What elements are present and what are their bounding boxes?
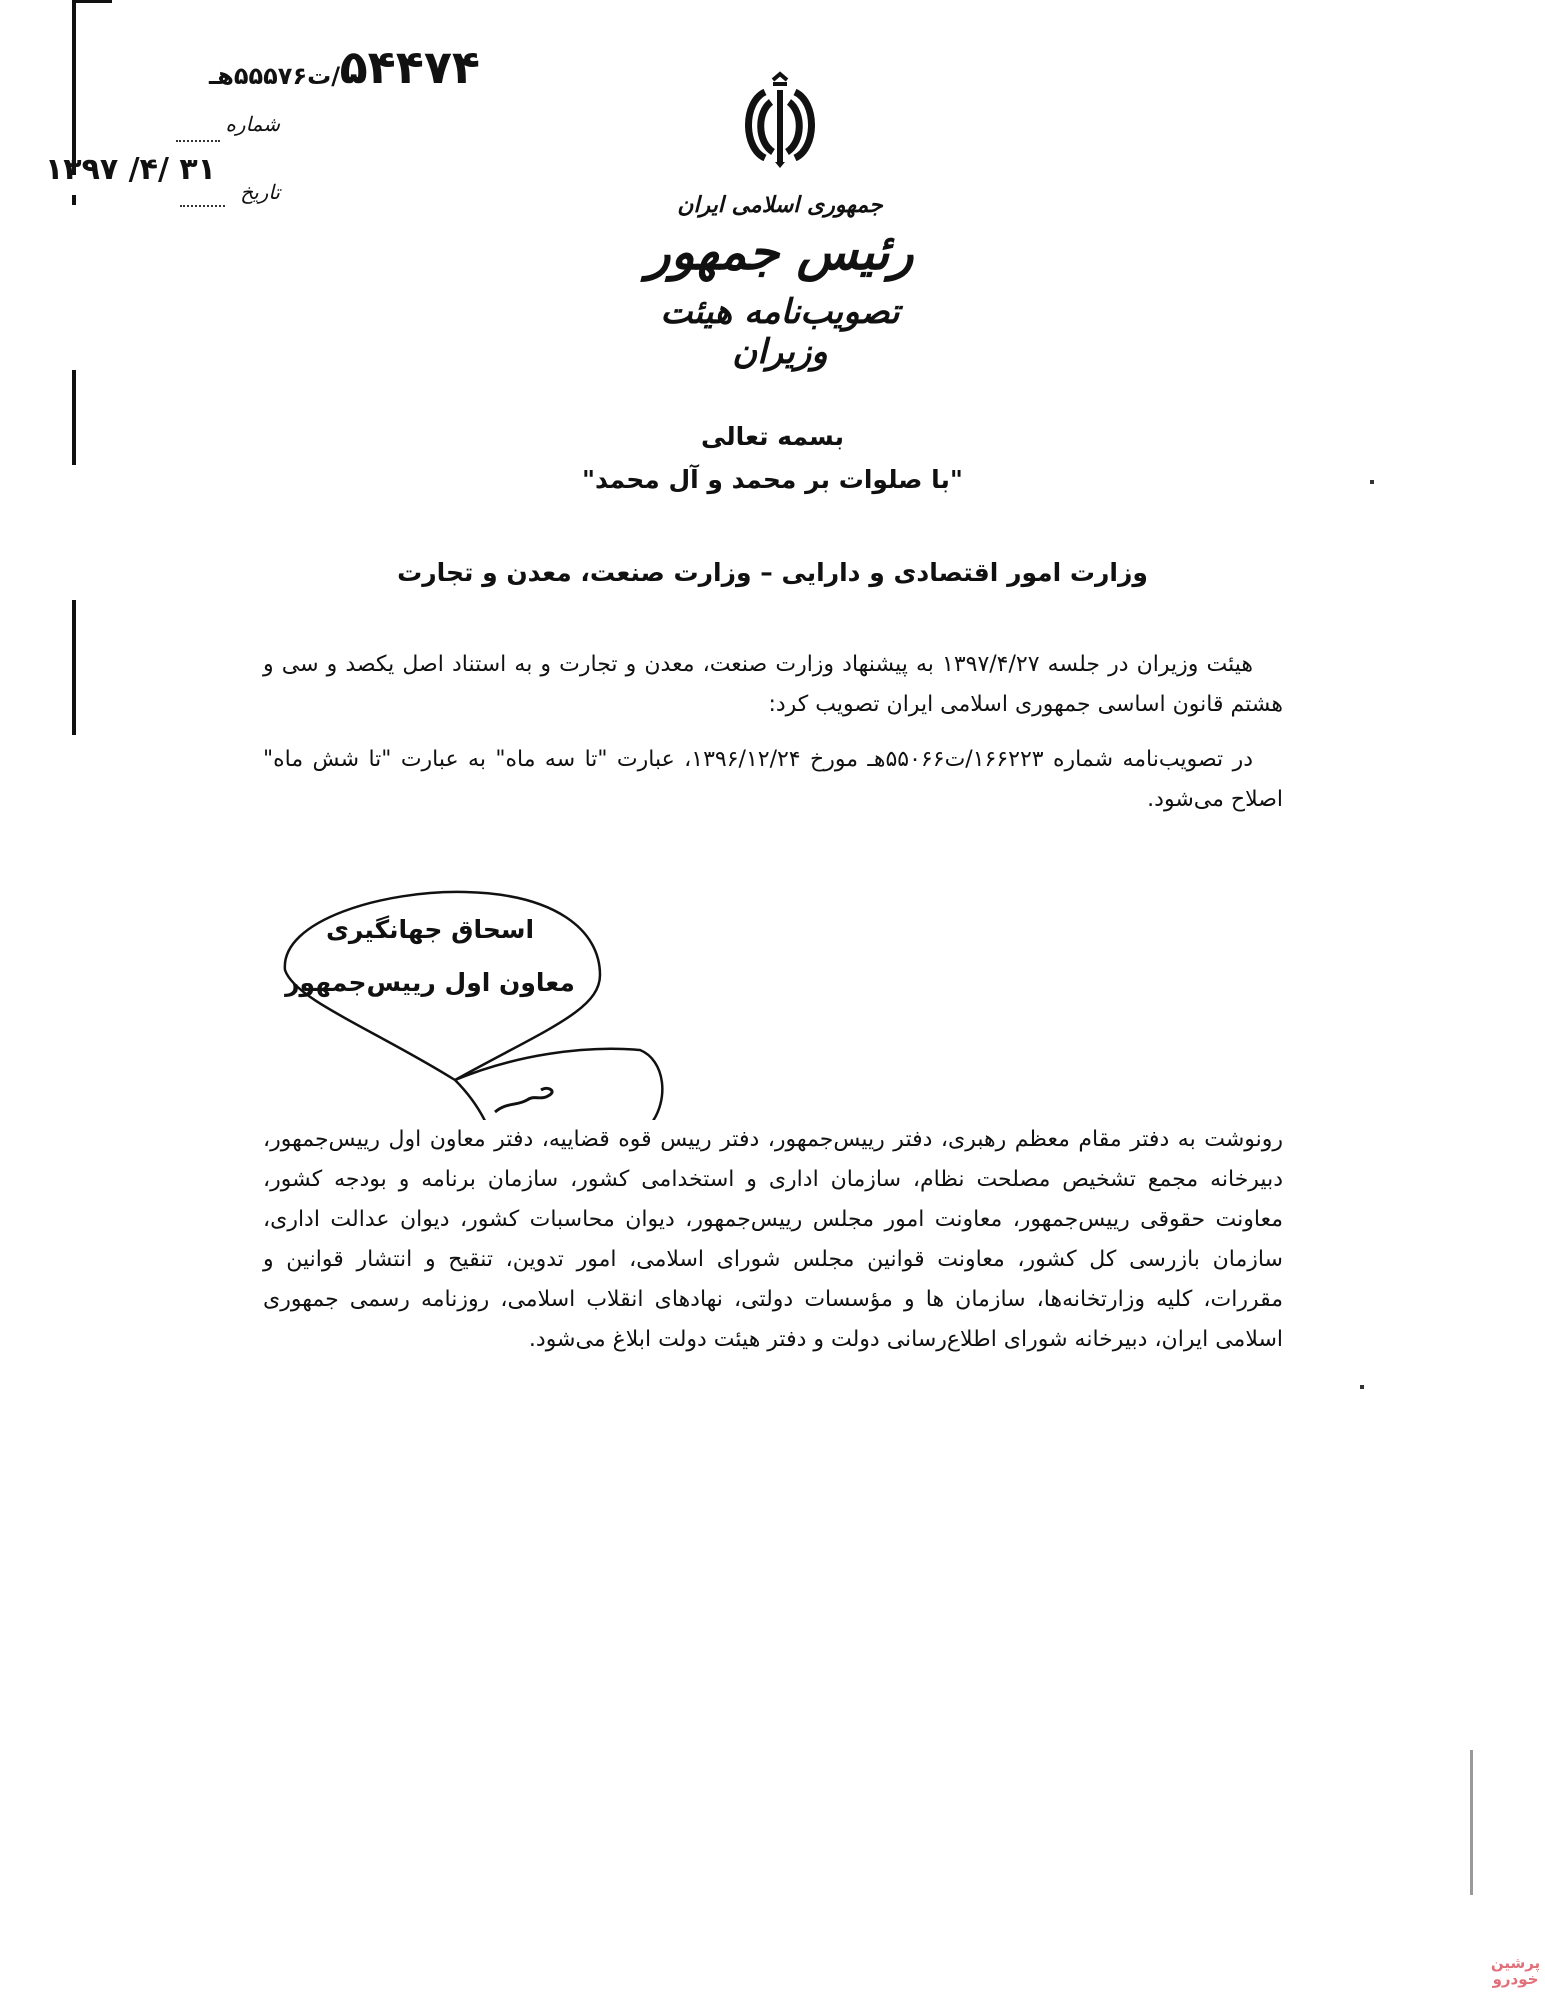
- document-type: تصویب‌نامه هیئت وزیران: [660, 292, 900, 372]
- iran-emblem-icon: [735, 70, 825, 170]
- scan-speck: [1360, 1385, 1364, 1389]
- scan-edge-top: [72, 0, 112, 3]
- addressee: وزارت امور اقتصادی و دارایی – وزارت صنعت، معدن و تجارت: [397, 558, 1148, 587]
- decree-paragraph-1: هیئت وزیران در جلسه ۱۳۹۷/۴/۲۷ به پیشنهاد وزارت صنعت، معدن و تجارت و به استناد اصل یکصد و سی و هشتم قانون اساسی جمهوری اسلامی ایران تصویب کرد:: [263, 652, 1283, 717]
- date-field-dots: [180, 205, 225, 207]
- signatory-name: اسحاق جهانگیری: [325, 915, 535, 944]
- scan-edge-left: [72, 195, 76, 205]
- cc-distribution-list: رونوشت به دفتر مقام معظم رهبری، دفتر رییس‌جمهور، دفتر رییس قوه قضاییه، دفتر معاون اول رییس‌جمهور، دبیرخانه مجمع تشخیص مصلحت نظام، سازمان اداری و استخدامی کشور، سازمان برنامه و بودجه کشور، معاونت حقوقی رییس‌جمهور، معاونت امور مجلس رییس‌جمهور، دیوان محاسبات کشور، دیوان عدالت اداری، سازمان بازرسی کل کشور، معاونت قوانین مجلس شورای اسلامی، امور تدوین، تنقیح و انتشار قوانین و مقررات، کلیه وزارتخانه‌ها، سازمان ها و مؤسسات دولتی، نهادهای انقلاب اسلامی، روزنامه رسمی جمهوری اسلامی ایران، دبیرخانه شورای اطلاع‌رسانی دولت و دفتر هیئت دولت ابلاغ می‌شود.: [263, 1127, 1283, 1352]
- basmala: بسمه تعالی: [700, 422, 845, 451]
- watermark-logo: [1488, 1955, 1543, 1987]
- office-name: رئیس جمهور: [646, 222, 914, 281]
- stamp-number: ۵۴۴۷۴: [339, 40, 480, 94]
- country-name: جمهوری اسلامی ایران: [677, 192, 883, 218]
- salawat: "با صلوات بر محمد و آل محمد": [582, 465, 963, 494]
- reference-code: /ت۵۵۵۷۶هـ: [209, 62, 340, 90]
- watermark-line-2: خودرو: [1492, 1970, 1539, 1988]
- scan-edge-left: [72, 600, 76, 735]
- date-value: ۱۳۹۷ /۴/ ۳۱: [45, 152, 216, 187]
- signatory-title: معاون اول رییس‌جمهور: [285, 968, 575, 997]
- letterhead: [620, 70, 940, 372]
- scan-edge-right: [1470, 1750, 1473, 1895]
- watermark-line-1: پرشین: [1490, 1954, 1541, 1972]
- reference-block: [45, 40, 480, 210]
- date-label: تاریخ: [240, 180, 280, 204]
- decree-paragraph-2: در تصویب‌نامه شماره ۱۶۶۲۲۳/ت۵۵۰۶۶هـ مورخ ۱۳۹۶/۱۲/۲۴، عبارت "تا سه ماه" به عبارت "تا شش ماه" اصلاح می‌شود.: [263, 747, 1283, 812]
- number-field-dots: [176, 140, 220, 142]
- number-label: شماره: [225, 112, 280, 136]
